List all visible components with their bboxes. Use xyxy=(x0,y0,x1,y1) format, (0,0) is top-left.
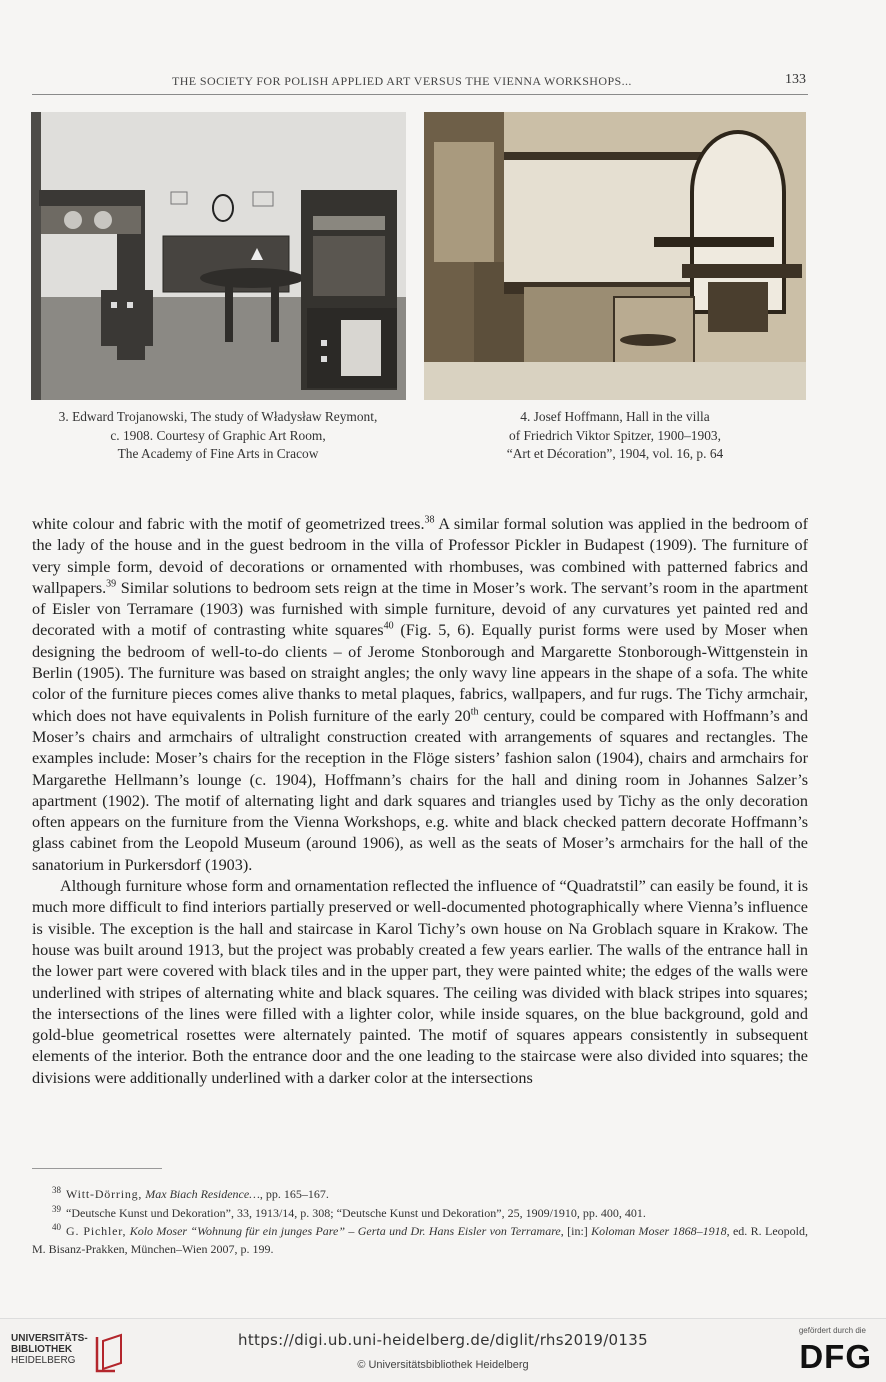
document-url-link[interactable]: https://digi.ub.uni-heidelberg.de/diglit/rhs2019/0135 xyxy=(238,1331,648,1349)
caption-line: “Art et Décoration”, 1904, vol. 16, p. 64 xyxy=(506,446,724,461)
paragraph-1 xyxy=(32,514,808,876)
text-run: white colour and fabric with the motif of geometrized trees. xyxy=(32,515,425,533)
body-text xyxy=(32,514,808,1089)
footnote-40 xyxy=(32,1223,808,1258)
footnote-text: , ed. R. Leopold, M. Bisanz-Prakken, München–Wien 2007, p. 199. xyxy=(32,1224,808,1256)
text-run: century, could be compared with Hoffmann’s and Moser’s chairs and armchairs of ultralight construction created with arrangements of squares and rectangles. The examples include: Moser’s chairs for the reception in the Flöge sisters’ fashion salon (1904), chairs and armchairs for Margarethe Hellmann’s lounge (c. 1904), Hoffmann’s chairs for the hall and dining room in Johannes Salzer’s apartment (1902). The motif of alternating light and dark squares and triangles used by Tichy as the only decoration often appears on the furniture from the Vienna Workshops, e.g. white and black checked pattern decorate Hoffmann’s glass cabinet from the Leopold Museum (around 1906), as well as the seats of Moser’s armchairs for the hall of the sanatorium in Purkersdorf (1903). xyxy=(32,706,809,874)
logo-line: UNIVERSITÄTS- xyxy=(11,1333,88,1344)
text-run: Similar solutions to bedroom sets reign at the time in Moser’s work. The servant’s room in the apartment of Eisler von Terramare (1903) was furnished with simple furniture, devoid of any curvatures yet painted red and decorated with a motif of contrasting white squares xyxy=(32,578,808,640)
caption-line: c. 1908. Courtesy of Graphic Art Room, xyxy=(110,427,326,443)
funding-label: gefördert durch die xyxy=(798,1326,866,1335)
footnote-text: “Deutsche Kunst und Dekoration”, 33, 1913/14, p. 308; “Deutsche Kunst und Dekoration”, 25, 1909/1910, pp. 400, 401. xyxy=(66,1205,646,1220)
copyright-text: © Universitätsbibliothek Heidelberg xyxy=(357,1359,529,1371)
logo-line: HEIDELBERG xyxy=(11,1355,76,1366)
footnote-38 xyxy=(32,1186,808,1204)
figure-4-caption xyxy=(425,408,805,464)
dfg-logo[interactable]: DFG xyxy=(799,1338,872,1375)
footnotes xyxy=(32,1186,808,1259)
footnote-title: Max Biach Residence… xyxy=(145,1187,260,1201)
footnote-text: , pp. 165–167. xyxy=(259,1187,329,1201)
footnote-author: Witt-Dörring, xyxy=(66,1187,143,1201)
footnote-number: 40 xyxy=(52,1222,61,1232)
footnote-ref-39[interactable]: 39 xyxy=(106,578,117,590)
footnote-author: G. Pichler, xyxy=(66,1224,127,1238)
figure-3-photo xyxy=(31,112,406,400)
text-run: (Fig. 5, 6). Equally purist forms were used by Moser when designing the bedroom of well-to-do clients – of Jerome Stonborough and Margarette Stonborough-Wittgenstein in Berlin (1905). The furniture was based on straight angles; the only wavy line appears in the shape of a sofa. The white color of the furniture pieces comes alive thanks to metal plaques, fabrics, wallpapers, and fur rugs. The Tichy armchair, which does not have equivalents in Polish furniture of the early 20 xyxy=(32,621,808,725)
caption-line: The Academy of Fine Arts in Cracow xyxy=(117,446,319,461)
logo-line: BIBLIOTHEK xyxy=(11,1344,73,1355)
footnote-divider xyxy=(32,1168,162,1169)
footnote-text: , [in:] xyxy=(560,1224,592,1238)
footnote-number: 39 xyxy=(52,1203,61,1214)
footnote-book-title: Koloman Moser 1868–1918 xyxy=(591,1224,727,1238)
figure-3-caption xyxy=(32,408,404,464)
text-run: A similar formal solution was applied in the bedroom of the lady of the house and in the guest bedroom in the villa of Professor Pickler in Budapest (1909). The furniture of very simple form, devoid of decorations or ornamented with rhombuses, was combined with patterned fabrics and wallpapers. xyxy=(32,515,808,597)
footnote-39 xyxy=(32,1205,808,1223)
caption-line: 4. Josef Hoffmann, Hall in the villa xyxy=(520,409,710,424)
figure-4-photo xyxy=(424,112,806,400)
footnote-number: 38 xyxy=(52,1185,61,1195)
page-number: 133 xyxy=(785,72,806,87)
running-title: THE SOCIETY FOR POLISH APPLIED ART VERSUS THE VIENNA WORKSHOPS... xyxy=(172,74,632,88)
ordinal-suffix: th xyxy=(470,706,479,718)
caption-line: of Friedrich Viktor Spitzer, 1900–1903, xyxy=(509,427,721,443)
footnote-ref-38[interactable]: 38 xyxy=(424,514,435,526)
footer-bar xyxy=(0,1318,886,1382)
footnote-title: Kolo Moser “Wohnung für ein junges Pare” – Gerta und Dr. Hans Eisler von Terramare xyxy=(129,1224,561,1238)
running-head xyxy=(32,72,808,95)
paragraph-2: Although furniture whose form and ornamentation reflected the influence of “Quadratstil” can easily be found, it is much more difficult to find interiors partially preserved or well-documented photographically where Vienna’s influence is visible. The exception is the hall and staircase in Karol Tichy’s own house on Na Groblach square in Krakow. The house was built around 1913, but the project was probably created a few years earlier. The walls of the entrance hall in the lower part were covered with black tiles and in the upper part, they were painted white; the edges of the walls were underlined with stripes of alternating white and black squares. The ceiling was divided with black stripes into squares; the intersections of the lines were filled with a lighter color, while inside squares, on the blue background, gold and gold-blue geometrical rosettes were alternately painted. The motif of squares appears consistently in subsequent elements of the interior. Both the entrance door and the one leading to the staircase were also divided into squares; the divisions were additionally underlined with a darker color at the intersections xyxy=(32,877,808,1087)
footnote-ref-40[interactable]: 40 xyxy=(383,621,394,633)
caption-line: 3. Edward Trojanowski, The study of Władysław Reymont, xyxy=(58,409,378,424)
